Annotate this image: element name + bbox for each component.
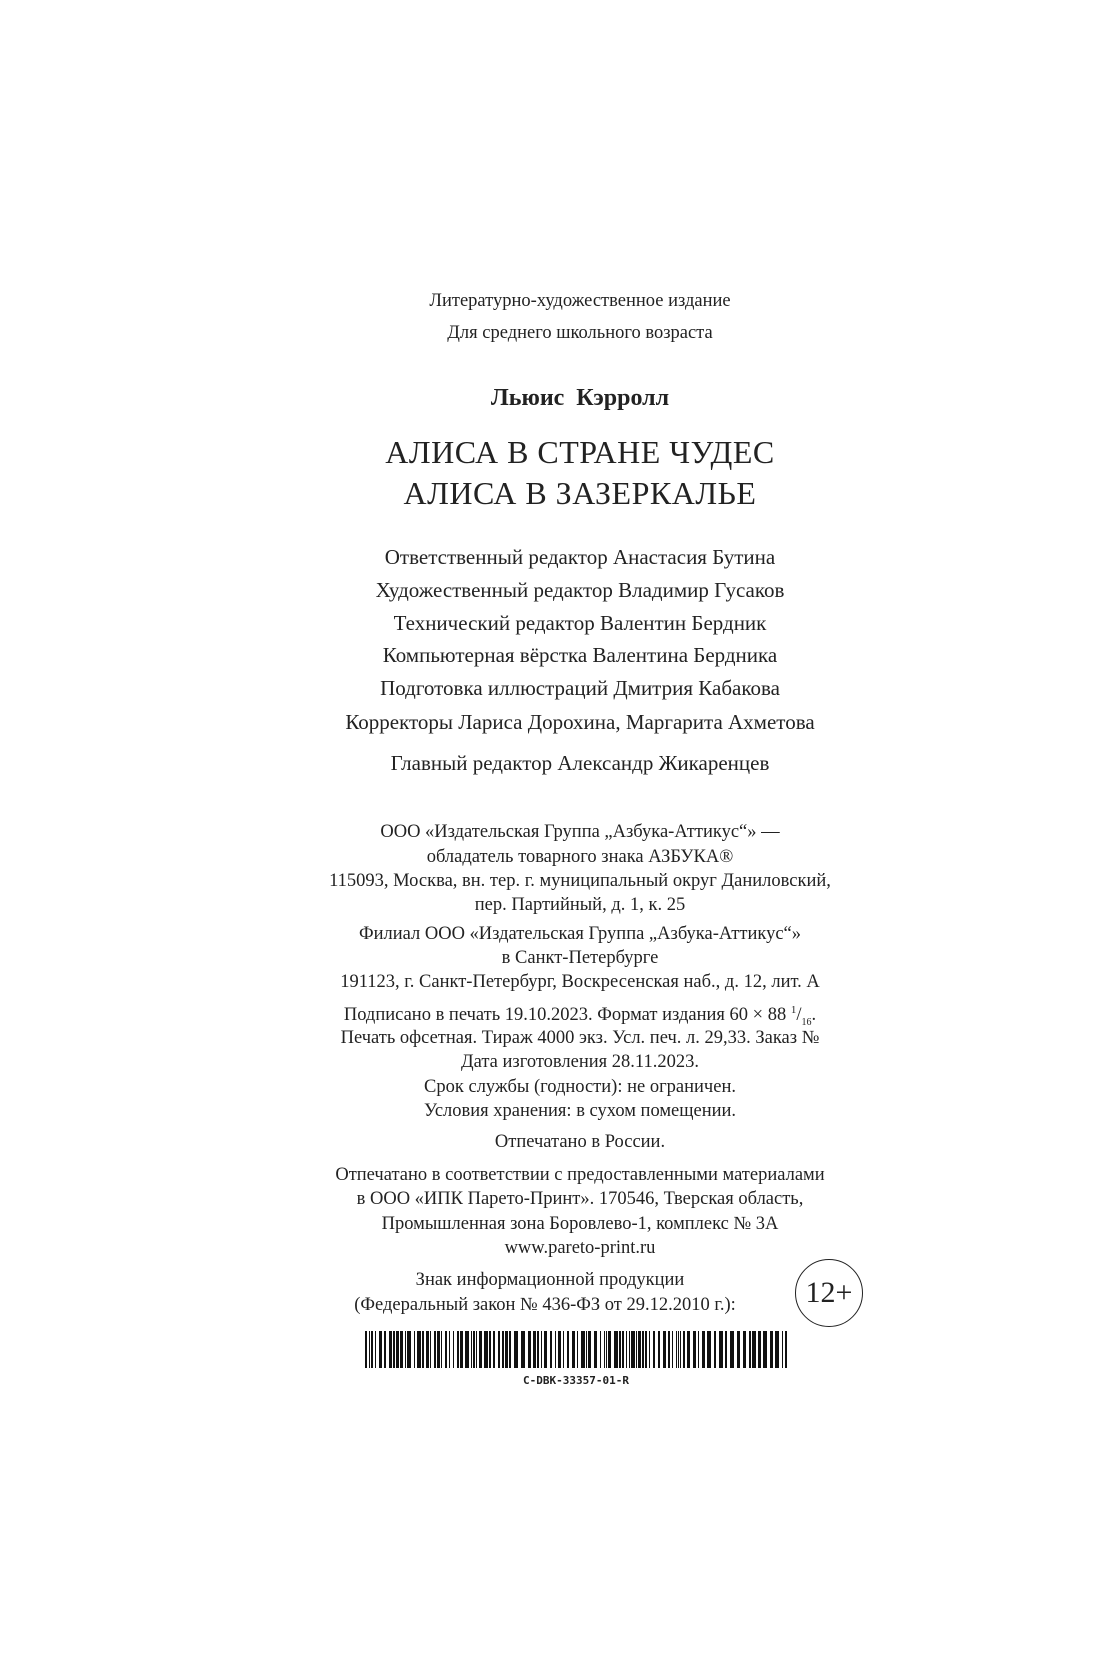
barcode-bar: [581, 1331, 585, 1368]
print-info-line: Условия хранения: в сухом помещении.: [423, 1101, 737, 1121]
barcode-bar: [473, 1331, 475, 1368]
printed-in-line: Отпечатано в России.: [494, 1132, 666, 1152]
barcode-bar: [604, 1331, 605, 1368]
barcode-bar: [484, 1331, 488, 1368]
barcode-bar: [405, 1331, 406, 1368]
barcode-bar: [498, 1331, 500, 1368]
barcode-bar: [537, 1331, 539, 1368]
credit-line: Технический редактор Валентин Бердник: [393, 611, 767, 635]
barcode-bar: [449, 1331, 450, 1368]
barcode-bar: [365, 1331, 367, 1368]
book-title-1: АЛИСА В СТРАНЕ ЧУДЕС: [385, 434, 775, 470]
barcode-bar: [493, 1331, 495, 1368]
barcode-bar: [752, 1331, 756, 1368]
printer-line: Отпечатано в соответствии с предоставленными материалами: [335, 1165, 825, 1185]
print-info-line: Печать офсетная. Тираж 4000 экз. Усл. печ. л. 29,33. Заказ №: [340, 1028, 820, 1048]
barcode-bar: [730, 1331, 734, 1368]
barcode-label: C-DBK-33357-01-R: [523, 1374, 629, 1387]
branch-line: Филиал ООО «Издательская Группа „Азбука-Аттикус“»: [358, 924, 802, 944]
publisher-line: ООО «Издательская Группа „Азбука-Аттикус“» —: [380, 822, 780, 842]
author-name: Льюис Кэрролл: [490, 385, 670, 411]
barcode-bar: [389, 1331, 392, 1368]
barcode-bar: [369, 1331, 370, 1368]
barcode-bar: [770, 1331, 773, 1368]
credit-line: Корректоры Лариса Дорохина, Маргарита Ахметова: [345, 710, 815, 734]
barcode-bar: [668, 1331, 670, 1368]
info-sign-line: (Федеральный закон № 436-ФЗ от 29.12.2010 г.):: [354, 1295, 736, 1315]
barcode-bar: [505, 1331, 508, 1368]
barcode-bar: [479, 1331, 482, 1368]
barcode-bar: [588, 1331, 591, 1368]
barcode-bar: [544, 1331, 547, 1368]
barcode-bar: [379, 1331, 382, 1368]
barcode-bar: [645, 1331, 647, 1368]
barcode-bar: [471, 1331, 472, 1368]
format-denominator: 16: [801, 1016, 812, 1028]
barcode-bar: [649, 1331, 650, 1368]
barcode-bar: [577, 1331, 578, 1368]
barcode-bar: [725, 1331, 727, 1368]
barcode-bar: [563, 1331, 564, 1368]
barcode-bar: [426, 1331, 429, 1368]
barcode-bar: [672, 1331, 673, 1368]
barcode-bar: [586, 1331, 587, 1368]
barcode-bar: [683, 1331, 685, 1368]
format-numerator: 1: [790, 1004, 797, 1016]
barcode-bar: [743, 1331, 746, 1368]
barcode-bar: [476, 1331, 477, 1368]
printer-url: www.pareto-print.ru: [504, 1238, 656, 1258]
barcode-bar: [678, 1331, 679, 1368]
credit-line: Художественный редактор Владимир Гусаков: [375, 578, 785, 602]
barcode-bar: [719, 1331, 723, 1368]
barcode-bar: [457, 1331, 459, 1368]
barcode-bar: [393, 1331, 395, 1368]
barcode-bar: [782, 1331, 783, 1368]
barcode-bar: [763, 1331, 767, 1368]
barcode-bar: [422, 1331, 424, 1368]
barcode-bar: [533, 1331, 536, 1368]
barcode-bar: [680, 1331, 681, 1368]
barcode-bar: [707, 1331, 711, 1368]
barcode-bar: [514, 1331, 518, 1368]
barcode-bar: [417, 1331, 421, 1368]
barcode-bar: [687, 1331, 690, 1368]
chief-editor-line: Главный редактор Александр Жикаренцев: [390, 751, 770, 775]
publisher-line: пер. Партийный, д. 1, к. 25: [474, 895, 686, 915]
barcode-bar: [489, 1331, 491, 1368]
barcode-bar: [785, 1331, 787, 1368]
barcode-bar: [737, 1331, 740, 1368]
barcode-bar: [663, 1331, 666, 1368]
barcode-bar: [434, 1331, 436, 1368]
barcode-bar: [445, 1331, 447, 1368]
publisher-line: 115093, Москва, вн. тер. г. муниципальный округ Даниловский,: [329, 871, 831, 891]
barcode-bar: [375, 1331, 376, 1368]
barcode-bar: [465, 1331, 469, 1368]
barcode-bar: [676, 1331, 677, 1368]
barcode-bar: [371, 1331, 373, 1368]
barcode-bar: [594, 1331, 597, 1368]
barcode-bar: [702, 1331, 705, 1368]
barcode-bar: [460, 1331, 463, 1368]
barcode-bar: [606, 1331, 607, 1368]
credit-line: Подготовка иллюстраций Дмитрия Кабакова: [380, 676, 780, 700]
barcode-bar: [698, 1331, 699, 1368]
branch-line: в Санкт-Петербурге: [501, 948, 659, 968]
barcode-bar: [558, 1331, 561, 1368]
credit-line: Ответственный редактор Анастасия Бутина: [384, 545, 776, 569]
barcode-bar: [521, 1331, 525, 1368]
barcode-bar: [626, 1331, 627, 1368]
barcode-bar: [528, 1331, 531, 1368]
barcode-bar: [642, 1331, 644, 1368]
barcode-bar: [775, 1331, 779, 1368]
barcode-bar: [437, 1331, 440, 1368]
barcode-bar: [407, 1331, 411, 1368]
barcode-bar: [629, 1331, 630, 1368]
barcode-bar: [614, 1331, 618, 1368]
barcode-bar: [414, 1331, 415, 1368]
barcode-bar: [693, 1331, 696, 1368]
print-info-line: Дата изготовления 28.11.2023.: [461, 1052, 699, 1072]
print-signed-text: Подписано в печать 19.10.2023. Формат издания 60 × 88: [343, 1005, 791, 1026]
barcode-bar: [541, 1331, 542, 1368]
audience-line: Для среднего школьного возраста: [447, 323, 713, 343]
barcode-bar: [400, 1331, 403, 1368]
genre-line: Литературно-художественное издание: [429, 291, 731, 311]
barcode: [365, 1331, 787, 1368]
barcode-bar: [636, 1331, 637, 1368]
barcode-bar: [502, 1331, 504, 1368]
barcode-bar: [758, 1331, 761, 1368]
publisher-line: обладатель товарного знака АЗБУКА®: [426, 847, 734, 867]
barcode-bar: [622, 1331, 624, 1368]
credit-line: Компьютерная вёрстка Валентина Бердника: [382, 643, 778, 667]
barcode-bar: [600, 1331, 601, 1368]
barcode-bar: [441, 1331, 442, 1368]
age-rating-badge: 12+: [795, 1259, 863, 1327]
book-title-2: АЛИСА В ЗАЗЕРКАЛЬЕ: [403, 475, 757, 511]
barcode-bar: [396, 1331, 399, 1368]
barcode-bar: [714, 1331, 716, 1368]
barcode-bar: [619, 1331, 621, 1368]
branch-line: 191123, г. Санкт-Петербург, Воскресенская наб., д. 12, лит. А: [340, 972, 820, 992]
print-signed-line: Подписано в печать 19.10.2023. Формат издания 60 × 88 $^1/_{16}$.: [343, 1004, 817, 1028]
printer-line: Промышленная зона Боровлево-1, комплекс № 3А: [381, 1214, 779, 1234]
barcode-bar: [658, 1331, 660, 1368]
barcode-bar: [509, 1331, 511, 1368]
barcode-bar: [631, 1331, 635, 1368]
barcode-bar: [567, 1331, 569, 1368]
barcode-bar: [384, 1331, 386, 1368]
barcode-bar: [638, 1331, 641, 1368]
barcode-bar: [653, 1331, 655, 1368]
printer-line: в ООО «ИПК Парето-Принт». 170546, Тверская область,: [356, 1189, 804, 1209]
barcode-bar: [749, 1331, 751, 1368]
barcode-bar: [608, 1331, 611, 1368]
barcode-bar: [453, 1331, 454, 1368]
info-sign-line: Знак информационной продукции: [415, 1270, 685, 1290]
barcode-bar: [550, 1331, 552, 1368]
barcode-bar: [430, 1331, 431, 1368]
barcode-bar: [555, 1331, 556, 1368]
print-info-line: Срок службы (годности): не ограничен.: [424, 1077, 736, 1097]
barcode-bar: [572, 1331, 575, 1368]
